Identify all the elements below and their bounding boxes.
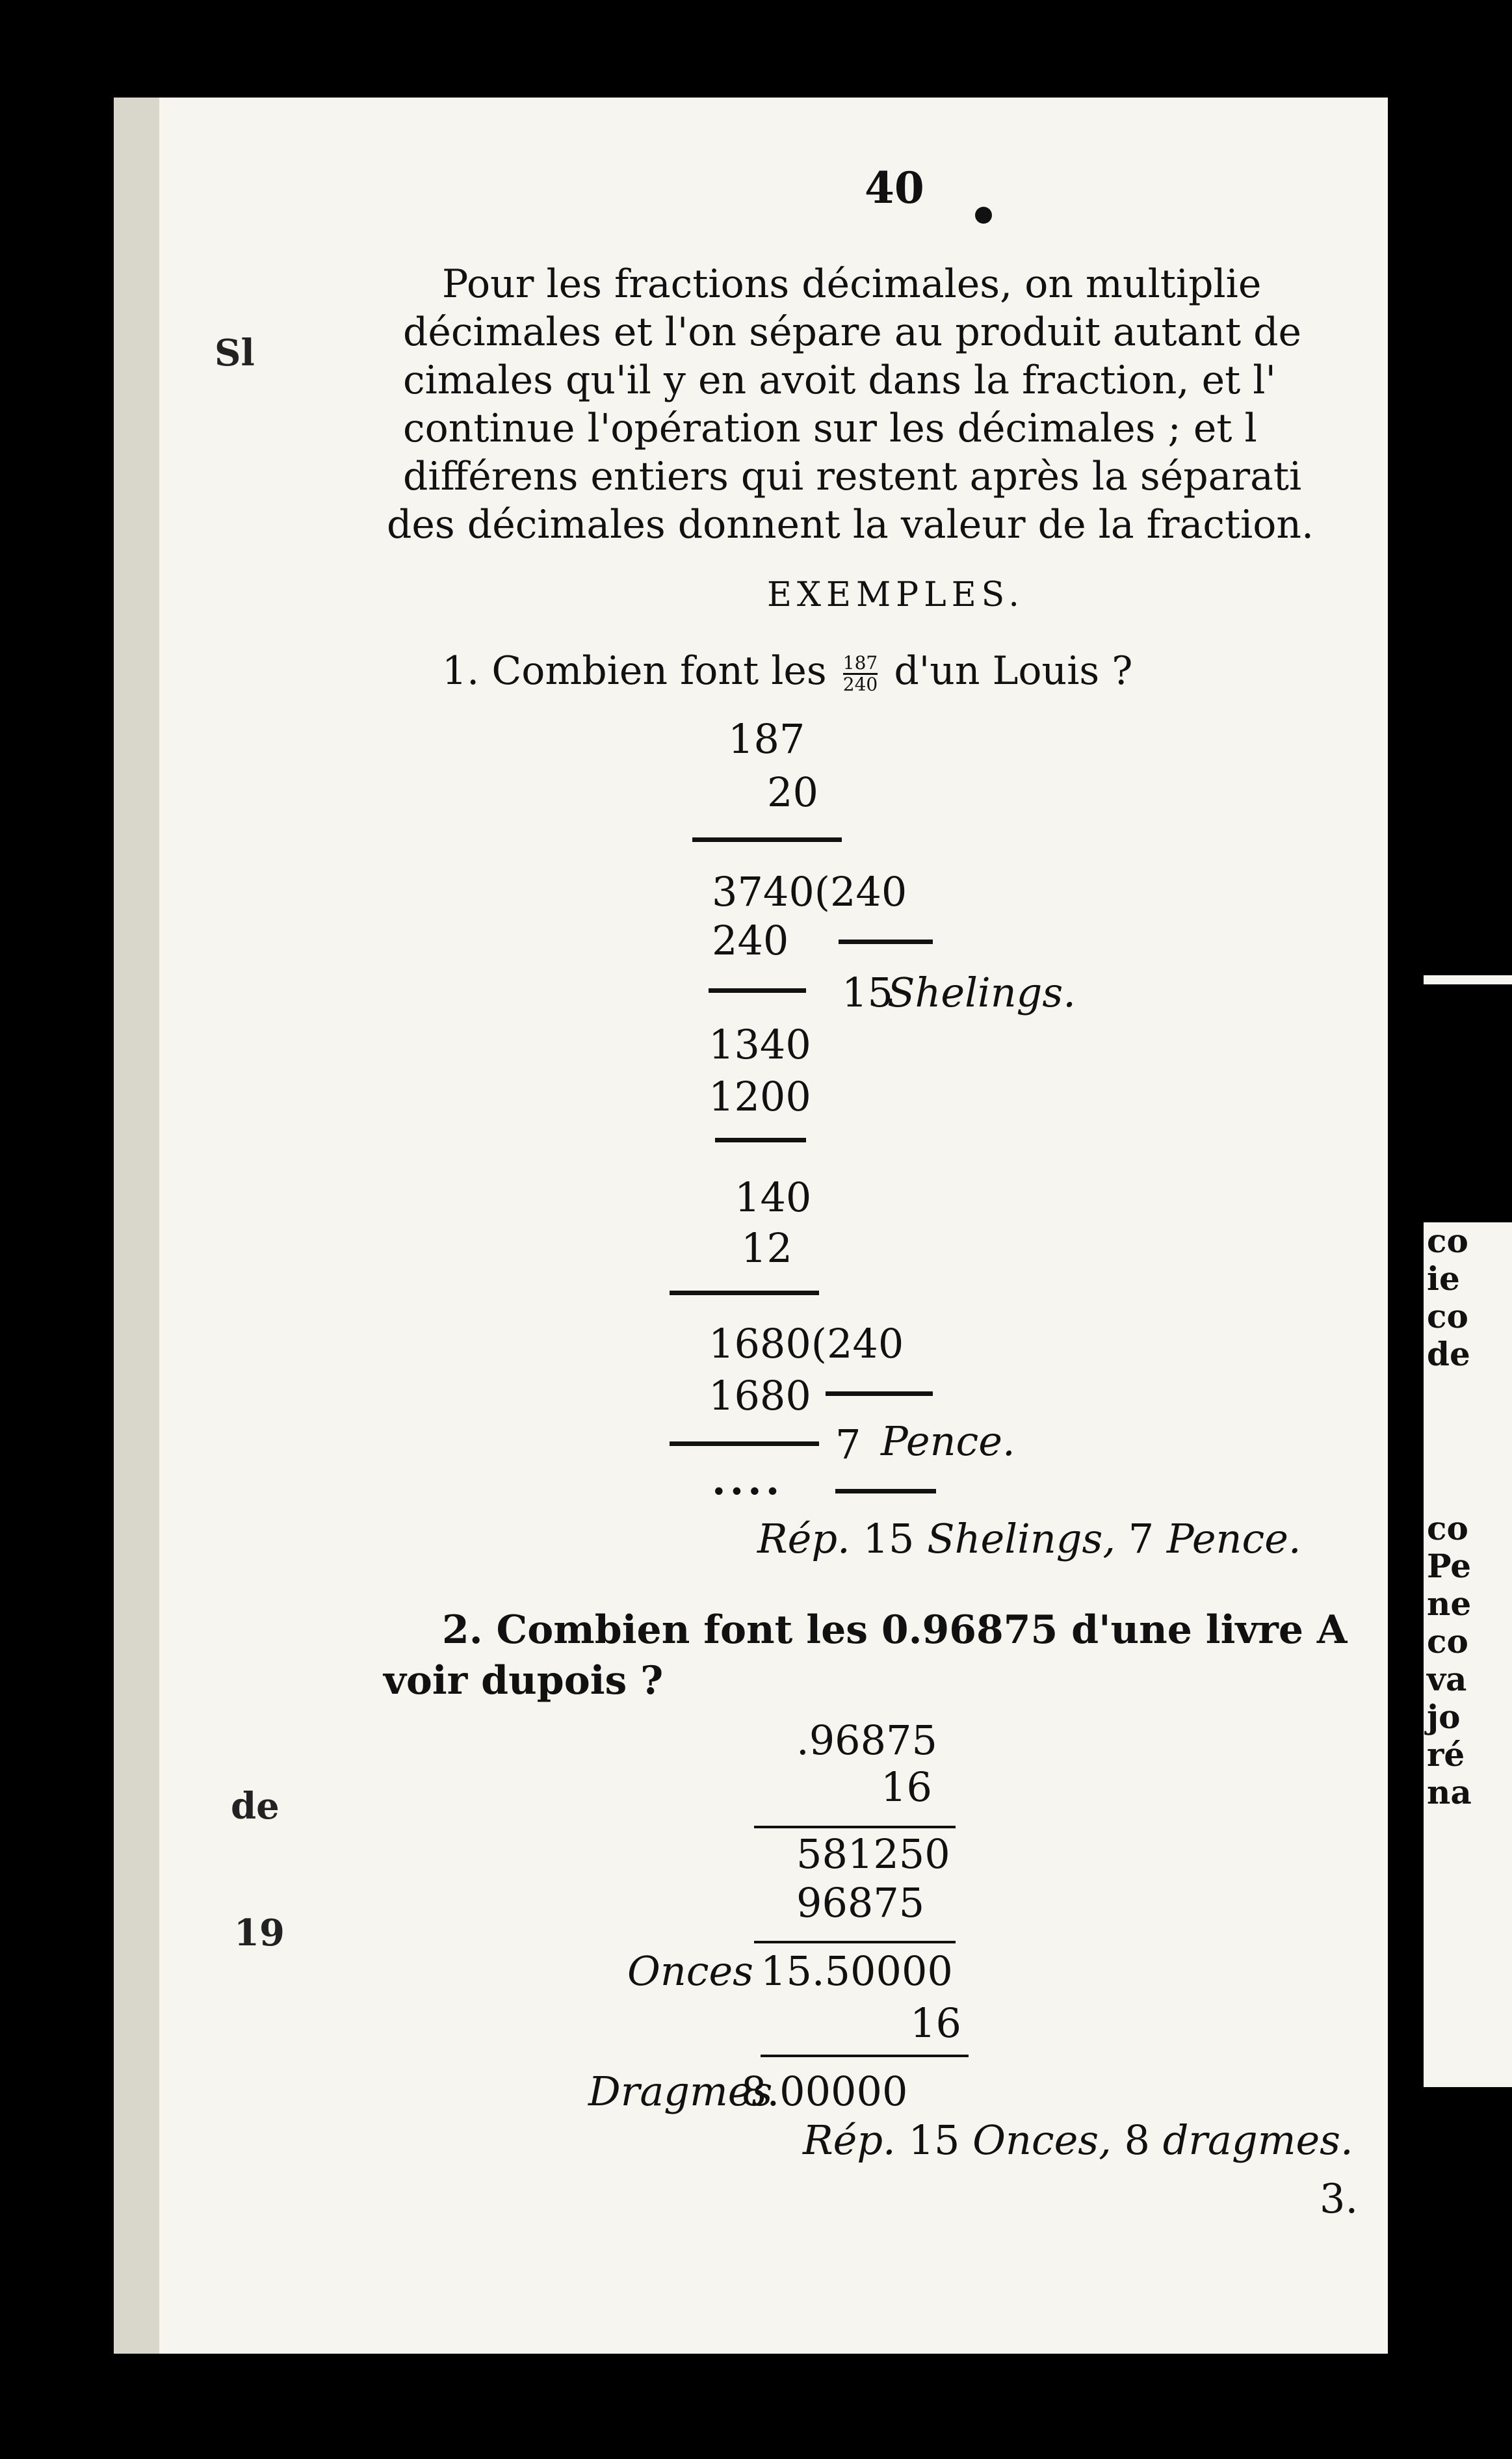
right-rule-mark bbox=[1424, 975, 1512, 984]
fragment-line: co bbox=[1427, 1222, 1468, 1260]
ex1-dividend-1680: 1680(240 bbox=[709, 1320, 904, 1367]
ex1-rule-4 bbox=[670, 1291, 819, 1295]
ex1-answer bbox=[757, 1515, 1301, 1562]
ex2-value-15-50000: 15.50000 bbox=[761, 1947, 953, 1995]
fragment-gap bbox=[1427, 1373, 1511, 1510]
ex1-value-140: 140 bbox=[735, 1174, 812, 1221]
ex1-rule-1 bbox=[692, 837, 842, 842]
paragraph-line-3: cimales qu'il y en avoit dans la fraction, et l' bbox=[403, 358, 1276, 403]
ex2-rule-1 bbox=[754, 1826, 956, 1828]
paragraph-line-5: différens entiers qui restent après la séparati bbox=[403, 454, 1302, 499]
ex2-value-581250: 581250 bbox=[796, 1830, 950, 1878]
ex2-answer-rep: Rép. bbox=[803, 2116, 896, 2164]
fragment-line: ne bbox=[1427, 1585, 1472, 1623]
ex2-answer bbox=[803, 2116, 1353, 2164]
ex2-answer-onces: Onces, bbox=[972, 2116, 1112, 2164]
fraction-187-240 bbox=[843, 653, 878, 694]
ex1-value-1680: 1680 bbox=[709, 1372, 811, 1419]
ex1-value-187: 187 bbox=[728, 715, 805, 763]
ex2-value-96875-b: 96875 bbox=[796, 1879, 925, 1926]
paragraph-line-1: Pour les fractions décimales, on multiplie bbox=[442, 261, 1262, 307]
ex1-answer-pence: Pence. bbox=[1166, 1515, 1301, 1562]
ex1-rule-2 bbox=[709, 988, 806, 993]
catchword: 3. bbox=[1320, 2175, 1359, 2222]
ex1-value-240: 240 bbox=[712, 917, 789, 964]
ex1-rule-quotient-2 bbox=[826, 1391, 933, 1396]
page-gutter-shadow bbox=[114, 98, 159, 2354]
ex2-answer-8: 8 bbox=[1124, 2116, 1150, 2164]
ex1-quotient-unit-pence: Pence. bbox=[881, 1417, 1015, 1465]
ex2-answer-15: 15 bbox=[908, 2116, 960, 2164]
ex1-answer-15: 15 bbox=[863, 1515, 915, 1562]
ex2-value-16-b: 16 bbox=[910, 1999, 961, 2047]
ex2-label-dragmes: Dragmes bbox=[588, 2068, 773, 2115]
ex1-answer-7: 7 bbox=[1128, 1515, 1154, 1562]
ex1-dots: .... bbox=[712, 1456, 784, 1504]
paragraph-line-6: des décimales donnent la valeur de la fraction. bbox=[387, 502, 1314, 547]
ex1-value-12: 12 bbox=[741, 1224, 792, 1272]
fragment-line: de bbox=[1427, 1335, 1470, 1373]
ex1-rule-5 bbox=[670, 1441, 819, 1446]
section-heading: EXEMPLES. bbox=[767, 575, 1024, 614]
ex1-quotient-15: 15 bbox=[842, 969, 893, 1016]
fragment-line: va bbox=[1427, 1660, 1467, 1698]
ex2-value-96875: .96875 bbox=[796, 1716, 937, 1764]
example-2-question-line-1: 2. Combien font les 0.96875 d'une livre A bbox=[442, 1607, 1348, 1653]
ex1-rule-6 bbox=[835, 1489, 936, 1493]
ex1-answer-rep: Rép. bbox=[757, 1515, 850, 1562]
fragment-line: na bbox=[1427, 1773, 1472, 1811]
ex2-rule-3 bbox=[761, 2055, 969, 2057]
ex1-answer-shelings: Shelings, bbox=[927, 1515, 1116, 1562]
fraction-numerator: 187 bbox=[842, 651, 878, 674]
fragment-line: co bbox=[1427, 1297, 1468, 1335]
margin-fragment-19: 19 bbox=[234, 1912, 285, 1954]
example-2-question-line-2: voir dupois ? bbox=[384, 1658, 664, 1703]
fragment-line: ie bbox=[1427, 1259, 1460, 1298]
ex1-dividend-3740: 3740(240 bbox=[712, 868, 907, 915]
paragraph-line-2: décimales et l'on sépare au produit autant de bbox=[403, 309, 1302, 355]
ex2-value-8-00000: 8.00000 bbox=[741, 2068, 908, 2115]
example-1-question bbox=[442, 647, 1132, 695]
ex1-quotient-7: 7 bbox=[835, 1421, 861, 1468]
page-number: 40 bbox=[865, 163, 924, 213]
fragment-line: ré bbox=[1427, 1735, 1465, 1774]
ex2-label-onces: Onces bbox=[627, 1947, 753, 1995]
example-1-tail: d'un Louis ? bbox=[894, 648, 1133, 694]
ex1-quotient-unit-shelings: Shelings. bbox=[887, 969, 1076, 1016]
fragment-line: co bbox=[1427, 1622, 1468, 1661]
right-binding-shadow bbox=[1388, 98, 1424, 2354]
ex1-value-1200: 1200 bbox=[709, 1073, 811, 1120]
fragment-line: Pe bbox=[1427, 1547, 1472, 1585]
fragment-line: jo bbox=[1427, 1698, 1461, 1736]
ex1-value-20: 20 bbox=[767, 769, 818, 816]
ex2-value-16: 16 bbox=[881, 1763, 932, 1811]
margin-fragment-sl: Sl bbox=[215, 332, 255, 375]
ex1-rule-quotient-1 bbox=[839, 940, 933, 944]
margin-fragment-de: de bbox=[231, 1785, 280, 1828]
ex1-value-1340: 1340 bbox=[709, 1021, 811, 1068]
ex1-rule-3 bbox=[715, 1138, 806, 1142]
ex2-rule-2 bbox=[754, 1941, 956, 1943]
example-1-label: 1. Combien font les bbox=[442, 648, 827, 694]
paragraph-line-4: continue l'opération sur les décimales ; et l bbox=[403, 406, 1257, 451]
ink-dot bbox=[975, 207, 992, 224]
fraction-denominator: 240 bbox=[842, 673, 878, 695]
fragment-line: co bbox=[1427, 1509, 1468, 1547]
ex2-answer-dragmes: dragmes. bbox=[1162, 2116, 1353, 2164]
next-page-fragments bbox=[1427, 1222, 1511, 1811]
